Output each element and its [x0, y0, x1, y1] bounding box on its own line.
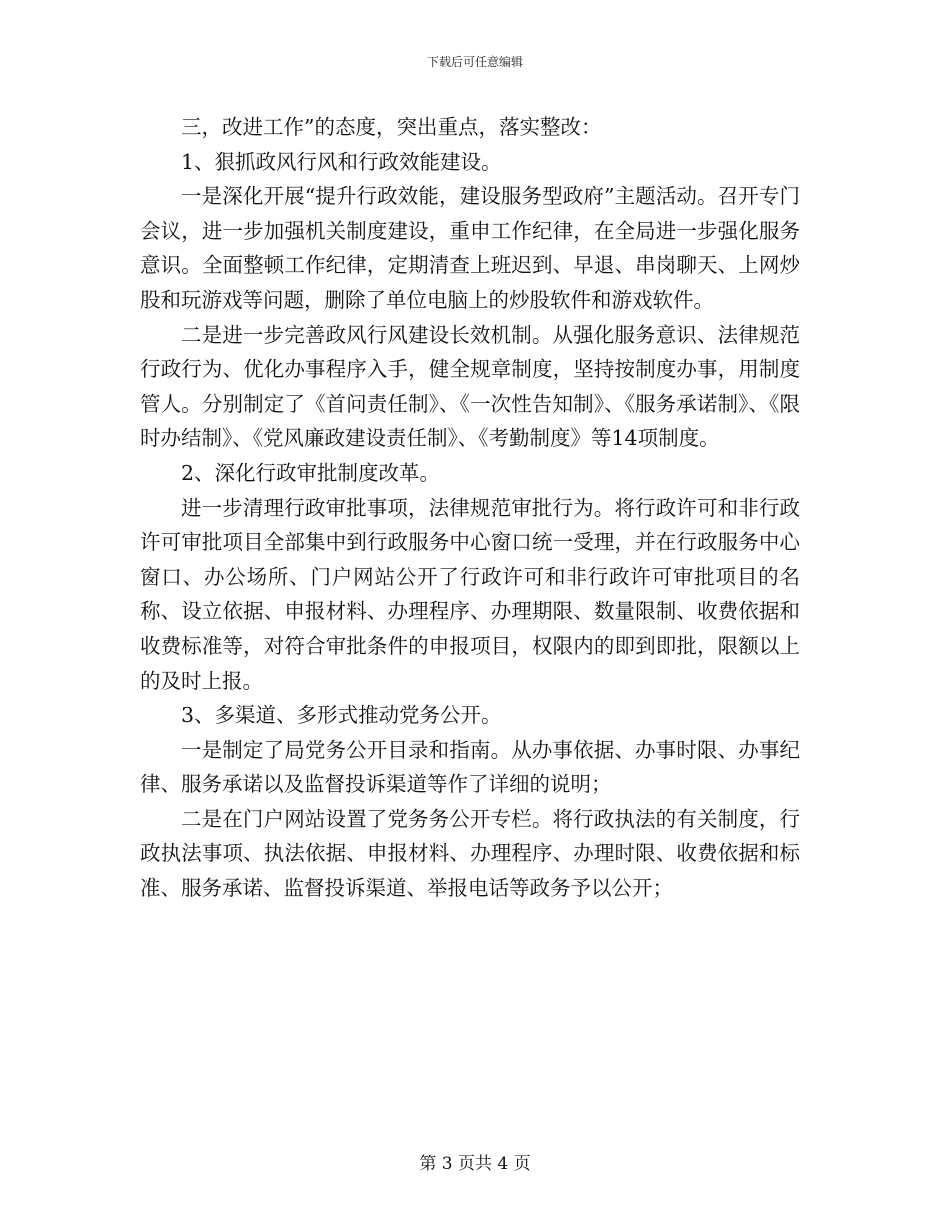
- paragraph-5: 2、深化行政审批制度改革。: [181, 460, 441, 485]
- document-body: [140, 110, 800, 906]
- paragraph-6: 进一步清理行政审批事项，法律规范审批行为。将行政许可和非行政许可审批项目全部集中到行政服务中心窗口统一受理，并在行政服务中心窗口、办公场所、门户网站公开了行政许可和非行政许可审批项目的名称、设立依据、申报材料、办理程序、办理期限、数量限制、收费依据和收费标准等，对符合审批条件的申报项目，权限内的即到即批，限额以上的及时上报。: [140, 495, 800, 693]
- paragraph-4: 二是进一步完善政风行风建设长效机制。从强化服务意识、法律规范行政行为、优化办事程序入手，健全规章制度，坚持按制度办事，用制度管人。分别制定了《首问责任制》、《一次性告知制》、《服务承诺制》、《限时办结制》、《党风廉政建设责任制》、《考勤制度》等14项制度。: [140, 322, 800, 451]
- paragraph-3: 一是深化开展“提升行政效能，建设服务型政府”主题活动。召开专门会议，进一步加强机关制度建设，重申工作纪律，在全局进一步强化服务意识。全面整顿工作纪律，定期清查上班迟到、早退、串岗聊天、上网炒股和玩游戏等问题，删除了单位电脑上的炒股软件和游戏软件。: [140, 184, 800, 312]
- paragraph-1: 三，改进工作”的态度，突出重点，落实整改：: [181, 115, 602, 139]
- paragraph-8: 一是制定了局党务公开目录和指南。从办事依据、办事时限、办事纪律、服务承诺以及监督投诉渠道等作了详细的说明；: [140, 737, 800, 797]
- page-footer: 第 3 页共 4 页: [419, 1154, 531, 1174]
- paragraph-2: 1、狠抓政风行风和行政效能建设。: [181, 149, 502, 174]
- page-header: 下载后可任意编辑: [426, 55, 523, 69]
- paragraph-9: 二是在门户网站设置了党务务公开专栏。将行政执法的有关制度，行政执法事项、执法依据、申报材料、办理程序、办理时限、收费依据和标准、服务承诺、监督投诉渠道、举报电话等政务予以公开；: [140, 806, 800, 901]
- paragraph-7: 3、多渠道、多形式推动党务公开。: [181, 703, 502, 728]
